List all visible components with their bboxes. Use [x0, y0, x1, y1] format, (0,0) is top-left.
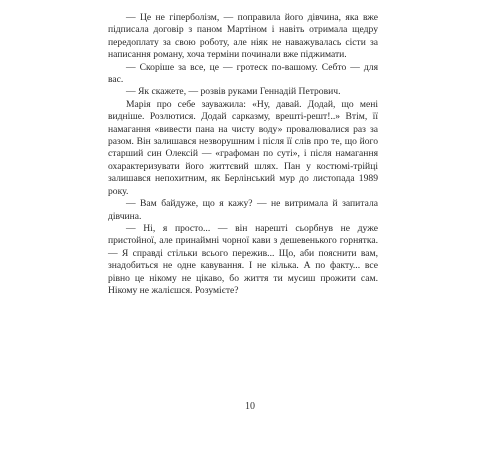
- page-text: [108, 12, 378, 297]
- paragraph-5: — Вам байдуже, що я кажу? — не витримала й запитала дівчина.: [108, 198, 378, 222]
- paragraph-3: — Як скажете, — розвів руками Геннадій Петрович.: [126, 86, 341, 98]
- paragraph-1: — Це не гіперболізм, — поправила його дівчина, яка вже підписала договір з паном Мартіном і навіть отримала щедру передоплату за свою роботу, але ніяк не наважувалась сісти за написання роману, хоча терміни починали вже піджимати.: [108, 12, 378, 61]
- paragraph-4: Марія про себе зауважила: «Ну, давай. Додай, що мені видніше. Розлютися. Додай сарказму, врешті-решт!..» Втім, її намагання «вивести пана на чисту воду» провалювалися раз за разом. Він залишався незворушним і після її слів про те, що його старший син Олексій — «графоман по суті», і після намагання охарактеризувати його життєвий шлях. Пан у костюмі-трійці залишався непохитним, як Берлінський мур до листопада 1989 року.: [108, 98, 378, 197]
- paragraph-6: — Ні, я просто... — він нарешті сьорбнув не дуже пристойної, але принаймні чорної кави з дешевенького горнятка. — Я справді стільки всього пережив... Що, аби пояснити вам, знадобиться не одне кавування. І не кілька. А по факту... все рівно це нікому не цікаво, бо життя ти мусиш прожити сам. Нікому не жалієшся. Розумієте?: [108, 222, 378, 296]
- page-number: 10: [245, 401, 255, 412]
- paragraph-2: — Скоріше за все, це — гротеск по-вашому. Себто — для вас.: [108, 61, 378, 86]
